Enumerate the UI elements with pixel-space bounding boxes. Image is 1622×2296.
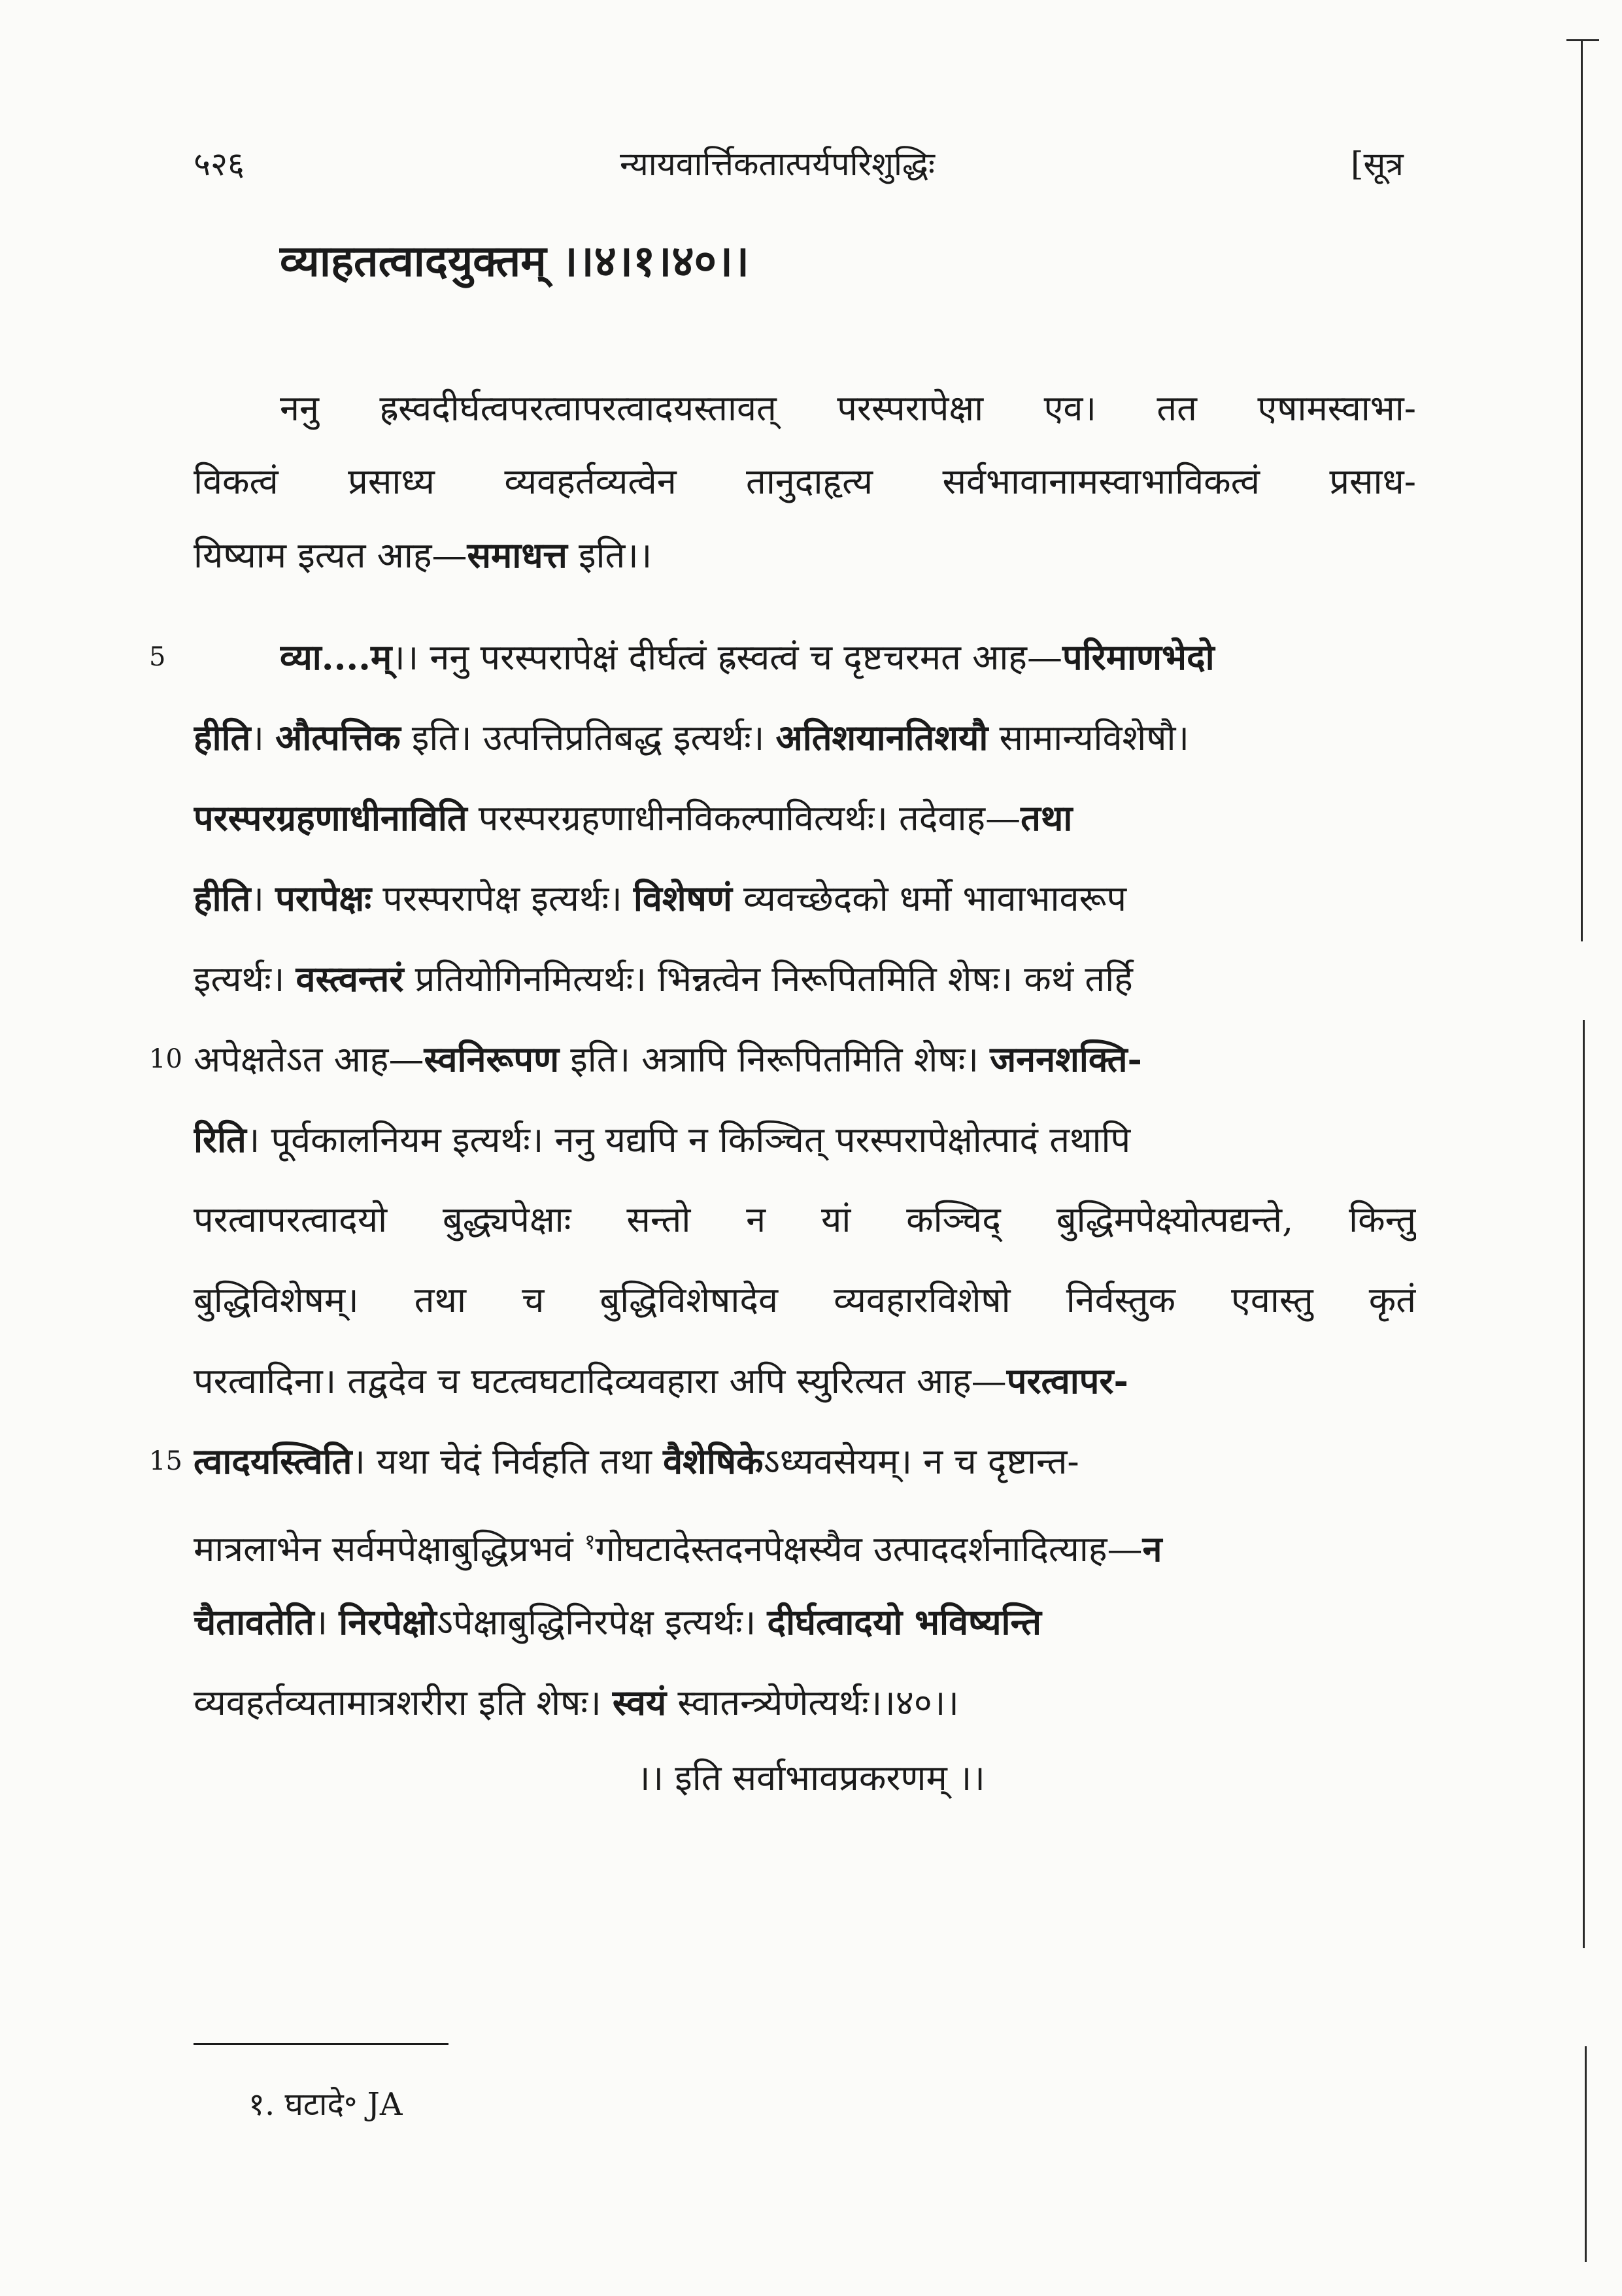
- lemma: वैशेषिके: [663, 1440, 764, 1482]
- lemma: औत्पत्तिक: [275, 717, 401, 758]
- text-span: इति।।: [567, 535, 652, 576]
- lemma: विशेषणं: [633, 877, 732, 919]
- lemma: वस्त्वन्तरं: [296, 958, 404, 1000]
- text-line: [194, 522, 1416, 588]
- lemma: परापेक्षः: [275, 877, 372, 919]
- footnote-rule: [194, 2043, 448, 2045]
- text-line: बुद्धिविशेषम्। तथा च बुद्धिविशेषादेव व्यवहारविशेषो निर्वस्तुक एवास्तु कृतं: [194, 1279, 1416, 1321]
- text-span: मात्रलाभेन सर्वमपेक्षाबुद्धिप्रभवं: [194, 1528, 584, 1570]
- text-span: ऽपेक्षाबुद्धिनिरपेक्ष इत्यर्थः।: [436, 1602, 768, 1643]
- text-line: [194, 1509, 1416, 1574]
- text-line: परत्वापरत्वादयो बुद्ध्यपेक्षाः सन्तो न यां कञ्चिद् बुद्धिमपेक्ष्योत्पद्यन्ते, किन्तु: [194, 1199, 1416, 1240]
- lemma: परिमाणभेदो: [1062, 636, 1215, 678]
- lemma: व्या....म्: [280, 636, 392, 678]
- text-span: प्रतियोगिनमित्यर्थः। भिन्नत्वेन निरूपितमिति शेषः। कथं तर्हि: [403, 958, 1133, 1000]
- running-title: न्यायवार्त्तिकतात्पर्यपरिशुद्धिः: [620, 145, 935, 183]
- text-span: परस्परापेक्ष इत्यर्थः।: [371, 878, 634, 919]
- lemma: हीति: [194, 717, 251, 758]
- lemma: तथा: [1021, 797, 1073, 839]
- lemma: हीति: [194, 877, 251, 919]
- binding-edge-line: [1583, 1020, 1585, 1948]
- lemma: निरपेक्षो: [339, 1601, 437, 1643]
- line-number: 5: [149, 642, 166, 672]
- text-line: [194, 705, 1416, 770]
- lemma: न: [1142, 1528, 1162, 1570]
- lemma: दीर्घत्वादयो भविष्यन्ति: [767, 1601, 1041, 1643]
- text-span: इति। उत्पत्तिप्रतिबद्ध इत्यर्थः।: [400, 717, 776, 758]
- lemma: चैतावतेति: [194, 1601, 314, 1643]
- text-span: ।: [250, 878, 276, 919]
- footnote: १. घटादे॰ JA: [248, 2086, 403, 2123]
- text-span: अपेक्षतेऽत आह—: [194, 1039, 424, 1080]
- line-number: 15: [149, 1446, 182, 1476]
- text-span: स्वातन्त्र्येणेत्यर्थः।।४०।।: [666, 1682, 959, 1723]
- text-line: [194, 1026, 1416, 1092]
- text-span: ऽध्यवसेयम्। न च दृष्टान्त-: [763, 1441, 1079, 1482]
- text-span: व्यवहर्तव्यतामात्रशरीरा इति शेषः।: [194, 1682, 613, 1723]
- lemma: अतिशयानतिशयौ: [775, 717, 988, 758]
- text-span: । यथा चेदं निर्वहति तथा: [352, 1441, 664, 1482]
- text-span: इति। अत्रापि निरूपितमिति शेषः।: [559, 1039, 990, 1080]
- lemma: समाधत्त: [467, 534, 567, 576]
- text-span: सामान्यविशेषौ।: [988, 717, 1189, 758]
- binding-edge-line: [1585, 2046, 1587, 2262]
- text-line: विकत्वं प्रसाध्य व्यवहर्तव्यत्वेन तानुदाहृत्य सर्वभावानामस्वाभाविकत्वं प्रसाध-: [194, 461, 1416, 502]
- text-line: [194, 866, 1416, 931]
- lemma: स्वनिरूपण: [424, 1038, 560, 1080]
- text-line: [194, 1428, 1416, 1494]
- text-line: [194, 946, 1416, 1011]
- section-tag: [सूत्र: [1351, 145, 1404, 183]
- lemma: जननशक्ति-: [990, 1038, 1142, 1080]
- text-line: [280, 624, 1416, 690]
- lemma: परस्परग्रहणाधीनाविति: [194, 797, 467, 839]
- text-line: [194, 1348, 1416, 1413]
- text-span: ।। ननु परस्परापेक्षं दीर्घत्वं ह्रस्वत्वं च दृष्टचरमत आह—: [392, 637, 1062, 678]
- text-span: यिष्याम इत्यत आह—: [194, 535, 467, 576]
- lemma: त्वादयस्त्विति: [194, 1440, 352, 1482]
- lemma: स्वयं: [612, 1681, 667, 1723]
- text-span: ।: [314, 1602, 339, 1643]
- page-number: ५२६: [194, 145, 245, 183]
- sutra-heading: व्याहतत्वादयुक्तम् ।।४।१।४०।।: [280, 235, 750, 286]
- lemma: परत्वापर-: [1006, 1360, 1128, 1402]
- text-span: । पूर्वकालनियम इत्यर्थः। ननु यद्यपि न किञ्चित् परस्परापेक्षोत्पादं तथापि: [246, 1119, 1131, 1160]
- binding-edge-tick: [1566, 39, 1599, 41]
- binding-edge-line: [1581, 39, 1583, 941]
- text-line: [194, 1589, 1416, 1655]
- text-line: [194, 1107, 1416, 1172]
- text-span: व्यवच्छेदको धर्मो भावाभावरूप: [732, 878, 1127, 919]
- footnote-marker: १: [584, 1529, 596, 1554]
- lemma: रिति: [194, 1119, 246, 1160]
- text-span: गोघटादेस्तदनपेक्षस्यैव उत्पाददर्शनादित्याह—: [595, 1528, 1143, 1570]
- text-line: [194, 785, 1416, 851]
- text-span: इत्यर्थः।: [194, 958, 296, 1000]
- text-span: परत्वादिना। तद्वदेव च घटत्वघटादिव्यवहारा अपि स्युरित्यत आह—: [194, 1360, 1007, 1402]
- text-span: परस्परग्रहणाधीनविकल्पावित्यर्थः। तदेवाह—: [467, 798, 1021, 839]
- line-number: 10: [149, 1044, 182, 1074]
- text-span: ।: [250, 717, 276, 758]
- text-line: [194, 1670, 1416, 1735]
- section-closing: ।। इति सर्वाभावप्रकरणम् ।।: [637, 1757, 985, 1798]
- text-line: ननु ह्रस्वदीर्घत्वपरत्वापरत्वादयस्तावत् परस्परापेक्षा एव। तत एषामस्वाभा-: [280, 388, 1416, 429]
